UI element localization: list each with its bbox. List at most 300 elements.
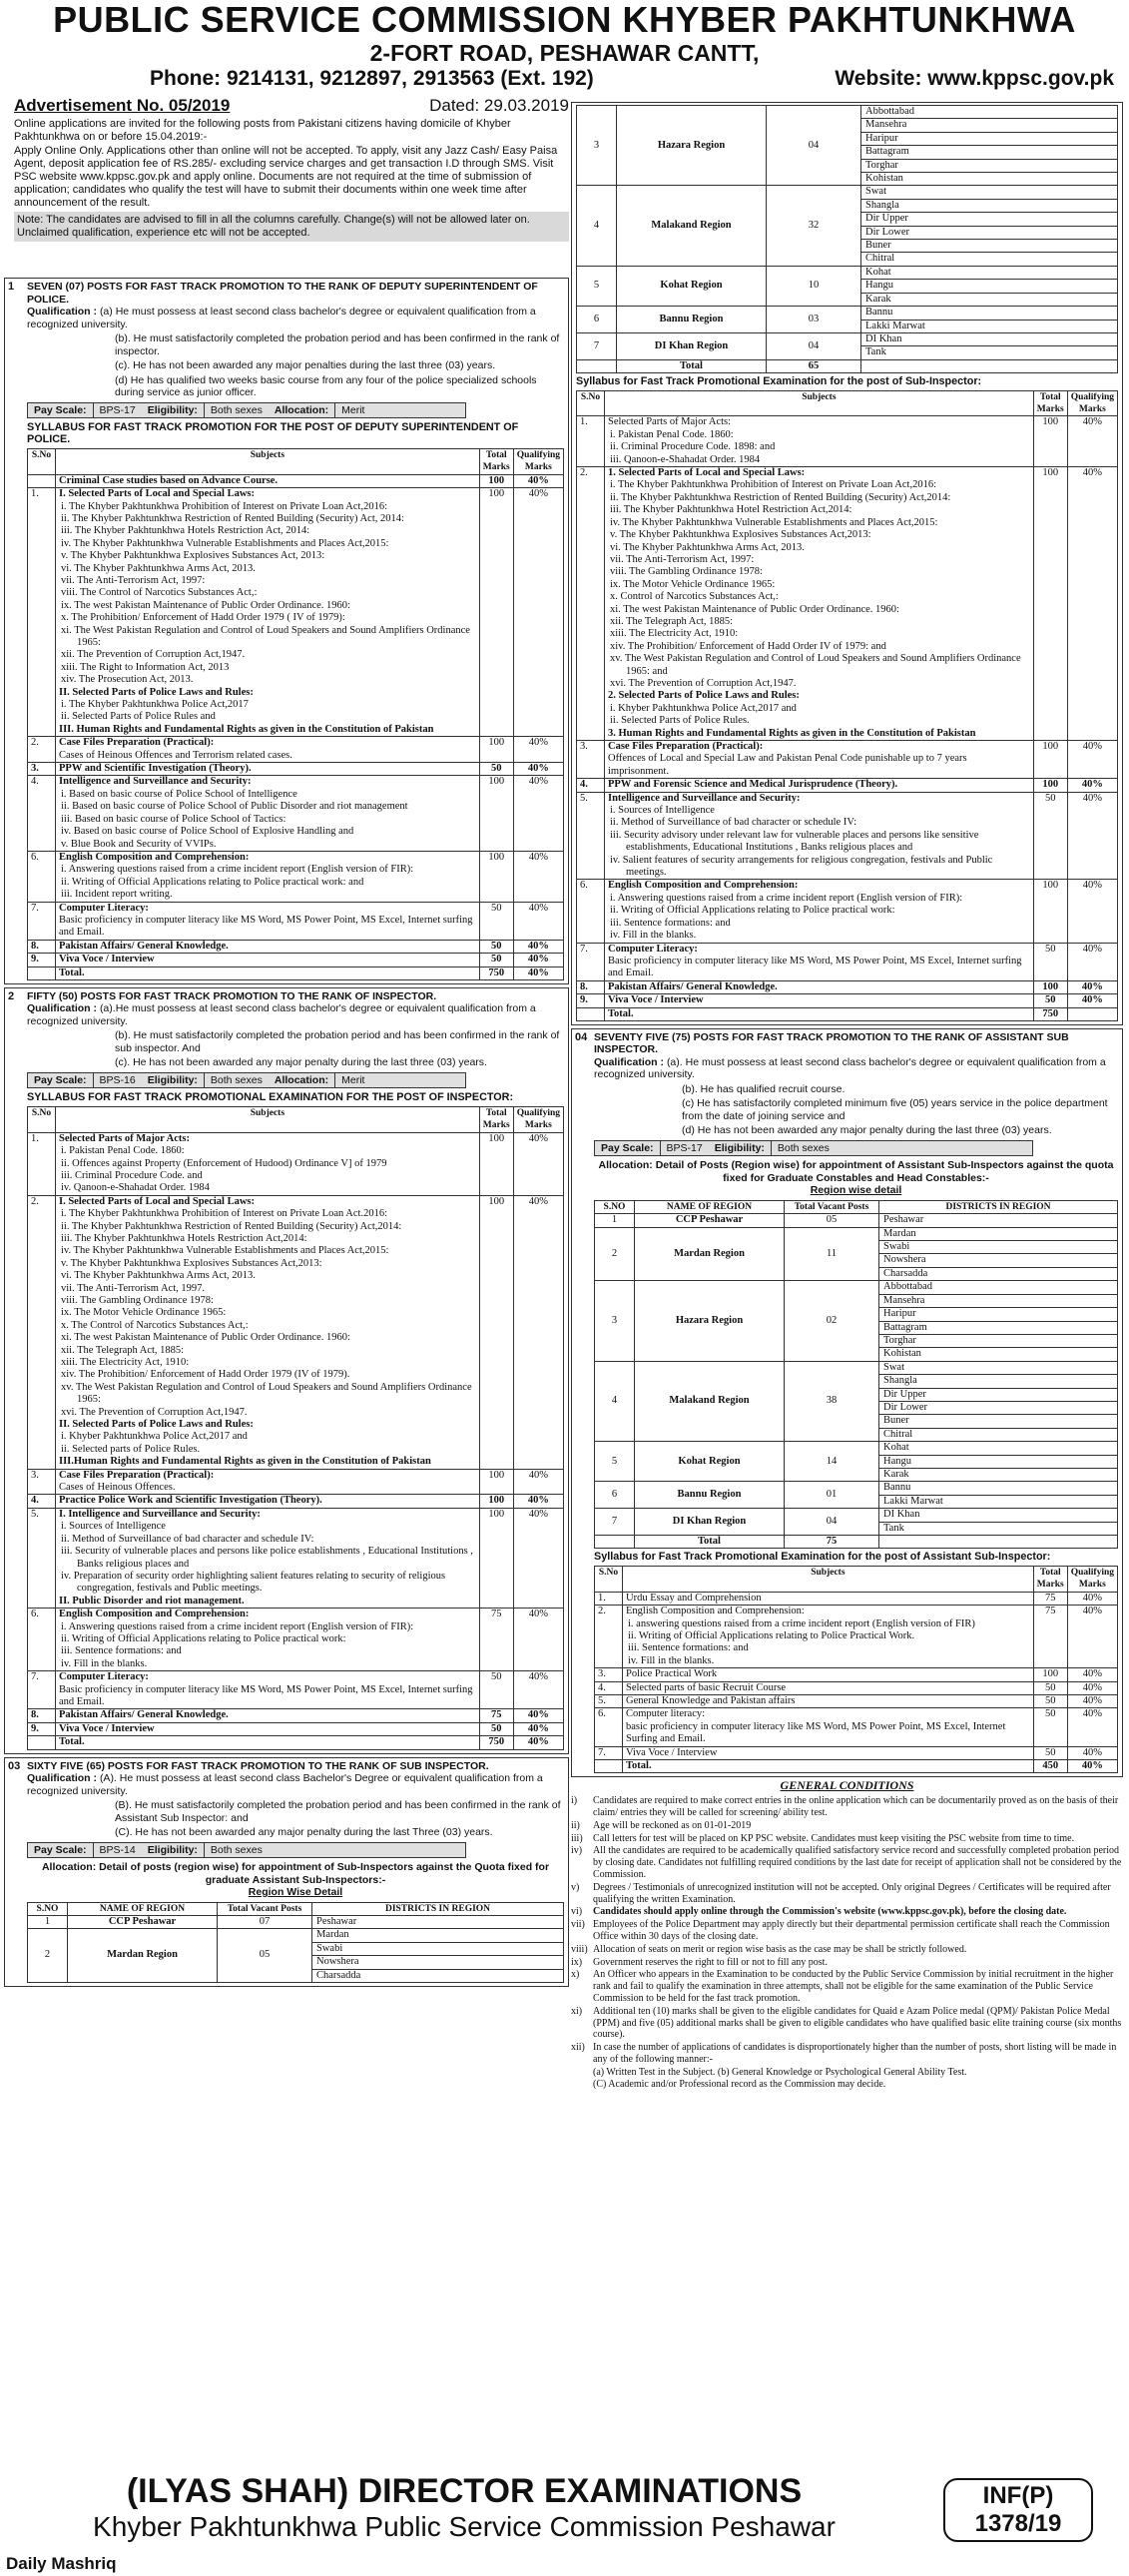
pay-label: Pay Scale: xyxy=(595,1141,661,1155)
cell: 100 xyxy=(1033,1668,1067,1681)
cell: Hazara Region xyxy=(617,106,767,186)
table-row xyxy=(28,488,564,737)
cell: Mardan xyxy=(312,1929,564,1942)
pay-scale-bar xyxy=(594,1140,1033,1156)
cell: Peshawar xyxy=(879,1214,1118,1227)
item-number: i) xyxy=(571,1795,578,1807)
cell: 100 xyxy=(479,474,513,487)
subject-list xyxy=(608,467,1030,740)
list-item: iii. Based on basic course of Police School of Tactics: xyxy=(61,813,286,825)
cell: Battagram xyxy=(861,146,1118,159)
subject-title: Computer literacy: xyxy=(626,1708,706,1720)
subject-title: English Composition and Comprehension: xyxy=(59,1609,250,1620)
cell: 40% xyxy=(513,1609,563,1671)
item-text: Allocation of seats on merit or region wise basis as the case may be shall be strictly followed. xyxy=(593,1943,967,1955)
eligibility-label: Eligibility: xyxy=(142,1843,205,1857)
cell: 40% xyxy=(513,1508,563,1608)
list-item: i. Answering questions raised from a crime incident report (English version of FIR): xyxy=(61,1620,414,1632)
cell: DI Khan Region xyxy=(617,332,767,359)
section-inspector xyxy=(4,987,569,1754)
cell: Mardan xyxy=(879,1227,1118,1240)
cell: Haripur xyxy=(879,1308,1118,1321)
cell: 40% xyxy=(513,488,563,737)
cell: Hazara Region xyxy=(635,1281,785,1361)
cell: Malakand Region xyxy=(617,186,767,266)
list-item: iv. Qanoon-e-Shahadat Order. 1984 xyxy=(61,1182,210,1194)
item-number: vi) xyxy=(571,1906,583,1918)
list-item: i. Based on basic course of Police School of Intelligence xyxy=(61,788,297,800)
cell: Total. xyxy=(56,966,480,979)
cell: 2. xyxy=(577,467,605,741)
table-row xyxy=(595,1694,1118,1707)
table-row xyxy=(595,1214,1118,1227)
pay-label: Pay Scale: xyxy=(28,1073,94,1087)
cell: 2 xyxy=(595,1227,635,1281)
item-text: An Officer who appears in the Examination to be conducted by the Public Service Commission by initial recruitment in the higher rank and fail to qualify the examination in three attempts, shall not be eligible for the same examination of the Public Service Commission to be held for the fast track promotion. xyxy=(593,1969,1114,2004)
cell: Pakistan Affairs/ General Knowledge. xyxy=(56,940,480,953)
section-sub-inspector-continued xyxy=(571,102,1123,1025)
item-number: xii) xyxy=(571,2042,585,2054)
cell: 8. xyxy=(28,1709,56,1722)
subject-title: English Composition and Comprehension: xyxy=(59,851,250,863)
item-number: iv) xyxy=(571,1845,583,1857)
section-heading: SIXTY FIVE (65) POSTS FOR FAST TRACK PROMOTION TO THE RANK OF SUB INSPECTOR. xyxy=(27,1759,489,1772)
cell: 7. xyxy=(577,943,605,980)
list-item: ix. The west Pakistan Maintenance of Public Order Ordinance. 1960: xyxy=(61,599,350,611)
general-conditions xyxy=(571,1780,1123,2090)
cell: 100 xyxy=(1033,980,1067,993)
section-number: 1 xyxy=(8,281,15,293)
cell: Swabi xyxy=(312,1942,564,1955)
list-item: iv. Salient features of security arrangements for religious congregation, festivals and Public meetings. xyxy=(610,854,993,879)
list-item: iv. Based on basic course of Police School of Explosive Handling and xyxy=(61,826,354,838)
cell: 05 xyxy=(218,1929,312,1983)
cell: 40% xyxy=(513,1736,563,1749)
cell: 3. xyxy=(28,763,56,776)
table-row xyxy=(28,1915,564,1928)
list-item: x. The Control of Narcotics Substances Act,: xyxy=(61,1319,249,1331)
cell: 2. xyxy=(595,1606,623,1668)
cell: 7. xyxy=(595,1746,623,1759)
item-number: ii) xyxy=(571,1819,580,1831)
cell: 6 xyxy=(577,307,617,333)
table-row xyxy=(577,359,1118,372)
cell: Bannu Region xyxy=(635,1482,785,1509)
list-item: vi. The Khyber Pakhtunkhwa Arms Act, 2013. xyxy=(61,562,256,574)
subject-title: 3. Human Rights and Fundamental Rights as given in the Constitution of Pakistan xyxy=(608,727,976,739)
cell: 40% xyxy=(1067,792,1117,880)
cell: Total xyxy=(635,1536,785,1549)
list-item: ii. Based on basic course of Police School of Public Disorder and riot management xyxy=(61,801,408,813)
section-number: 04 xyxy=(575,1030,588,1043)
list-item: ix. The Motor Vehicle Ordinance 1965: xyxy=(610,578,776,590)
eligibility-value: Both sexes xyxy=(777,1141,830,1154)
list-item: i. Khyber Pakhtunkhwa Police Act,2017 and xyxy=(61,1431,248,1443)
table-row xyxy=(595,1606,1118,1668)
list-item: xiv. The Prohibition/ Enforcement of Hadd Order 1979 (IV of 1979). xyxy=(61,1369,350,1381)
list-item: i. The Khyber Pakhtunkhwa Prohibition of Interest on Private Loan Act.2016: xyxy=(61,1208,388,1220)
subject-title: Case Files Preparation (Practical): xyxy=(59,1469,215,1481)
header xyxy=(0,0,1129,95)
list-item: vii. The Anti-Terrorism Act, 1997: xyxy=(61,574,206,586)
cell: 5. xyxy=(28,1508,56,1608)
table-row xyxy=(28,940,564,953)
organization-name: Khyber Pakhtunkhwa Public Service Commission Peshawar xyxy=(93,2511,836,2542)
cell: 40% xyxy=(513,966,563,979)
table-row xyxy=(595,1681,1118,1694)
qual-item: (b). He has qualified recruit course. xyxy=(682,1082,846,1095)
cell xyxy=(28,1736,56,1749)
list-item: ii. Offences against Property (Enforcement of Hudood) Ordinance V] of 1979 xyxy=(61,1157,387,1169)
cell: Total. xyxy=(605,1007,1034,1020)
cell: 40% xyxy=(1067,1668,1117,1681)
item-text: Age will be reckoned as on 01-01-2019 xyxy=(593,1819,752,1831)
cell: Buner xyxy=(861,240,1118,253)
qual-label: Qualification : xyxy=(27,1772,98,1785)
cell: 100 xyxy=(479,1508,513,1608)
cell: 100 xyxy=(1033,779,1067,792)
list-item: iv. The Khyber Pakhtunkhwa Vulnerable Establishments and Places Act,2015: xyxy=(61,1245,389,1257)
col-header: Total Vacant Posts xyxy=(785,1200,879,1213)
region-table xyxy=(27,1902,564,1983)
cell xyxy=(28,966,56,979)
cell: Viva Voce / Interview xyxy=(56,1722,480,1735)
cell: Basic proficiency in computer literacy like MS Word, MS Power Point, MS Excel, Internet surfing and Email. xyxy=(608,955,1022,979)
col-header: Subjects xyxy=(56,1106,480,1132)
list-item: ii. Method of Surveillance of bad character or schedule IV: xyxy=(610,817,857,829)
subject-list xyxy=(59,1196,476,1469)
cell: Offences of Local and Special Law and Pakistan Penal Code punishable up to 7 years imprisonment. xyxy=(608,753,967,777)
list-item xyxy=(571,1833,1123,1845)
subject-list xyxy=(59,1133,476,1195)
cell: 14 xyxy=(785,1442,879,1482)
table-row xyxy=(577,307,1118,320)
cell: 50 xyxy=(1033,1694,1067,1707)
cell: Nowshera xyxy=(879,1254,1118,1267)
cell: Chitral xyxy=(861,253,1118,266)
cell: 4 xyxy=(577,186,617,266)
section-dsp xyxy=(4,278,569,984)
table-row xyxy=(595,1592,1118,1605)
cell: 50 xyxy=(479,763,513,776)
qual-item: (d) He has not been awarded any major penalty during the last three (03) years. xyxy=(682,1124,1052,1137)
cell: 100 xyxy=(479,851,513,902)
table-row xyxy=(28,1671,564,1709)
list-item: v. The Khyber Pakhtunkhwa Explosives Substances Act,2013: xyxy=(610,529,871,541)
newspaper-name: Daily Mashriq xyxy=(6,2554,117,2573)
cell: General Knowledge and Pakistan affairs xyxy=(623,1694,1034,1707)
table-row xyxy=(28,737,564,763)
syllabus-table xyxy=(576,390,1118,1021)
cell: 40% xyxy=(1067,467,1117,741)
subject-title: I. Selected Parts of Local and Special Laws: xyxy=(59,1195,255,1207)
cell: 2. xyxy=(28,737,56,763)
pay-label: Pay Scale: xyxy=(28,1843,94,1857)
list-item: ii. Writing of Official Applications relating to Police practical work: xyxy=(610,905,895,917)
subject-list xyxy=(59,852,476,902)
list-item: i. The Khyber Pakhtunkhwa Police Act,2017 xyxy=(61,699,249,711)
list-item: i. Sources of Intelligence xyxy=(61,1521,166,1533)
cell: 100 xyxy=(1033,467,1067,741)
qual-item: (a) He must possess at least second class bachelor's degree or equivalent qualification from a recognized university. xyxy=(27,306,536,330)
cell: 3. xyxy=(595,1668,623,1681)
table-row xyxy=(577,994,1118,1007)
cell: DI Khan Region xyxy=(635,1509,785,1536)
col-header: Qualifying Marks xyxy=(513,448,563,474)
table-row xyxy=(577,1007,1118,1020)
col-header: Subjects xyxy=(605,390,1034,416)
section-asi xyxy=(571,1028,1123,1777)
cell: 100 xyxy=(479,776,513,851)
table-row xyxy=(595,1442,1118,1455)
syllabus-table xyxy=(27,448,564,980)
cell: Hangu xyxy=(879,1455,1118,1468)
cell xyxy=(28,474,56,487)
allocation-value: Merit xyxy=(341,403,365,416)
cell: 40% xyxy=(513,1709,563,1722)
sub-item: (C) Academic and/or Professional record as the Commission may decide. xyxy=(593,2078,886,2090)
col-header: Qualifying Marks xyxy=(513,1106,563,1132)
inf-number: 1378/19 xyxy=(974,2510,1062,2537)
cell: Mansehra xyxy=(861,119,1118,132)
list-item: xvi. The Prevention of Corruption Act,1947. xyxy=(61,1406,248,1418)
subject-title: Computer Literacy: xyxy=(59,902,149,914)
cell: Bannu xyxy=(879,1482,1118,1495)
cell: 40% xyxy=(1067,943,1117,980)
table-row xyxy=(28,902,564,940)
cell: 3 xyxy=(577,106,617,186)
item-text: All the candidates are required to be academically qualified satisfactory service record and successfully completed probation period by closing date. Candidates not fulfilling required conditions by the last date for receipt of application shall not be considered by the Commission. xyxy=(593,1845,1122,1880)
item-text: Candidates are required to make correct entries in the online application which can be documentarily proved as on the basis of their claim/ entries they will be called for screening/ ability test. xyxy=(593,1795,1119,1818)
cell: basic proficiency in computer literacy like MS Word, MS Power Point, MS Excel, Internet Surfing and Email. xyxy=(626,1720,1006,1745)
cell: Shangla xyxy=(879,1375,1118,1388)
table-row xyxy=(28,851,564,902)
cell: 4. xyxy=(28,1495,56,1508)
list-item: ii. Writing of Official Applications relating to Police practical work: xyxy=(61,1632,346,1644)
cell: Lakki Marwat xyxy=(861,320,1118,332)
cell: 6. xyxy=(28,851,56,902)
cell: 5 xyxy=(577,266,617,306)
item-number: ix) xyxy=(571,1956,583,1968)
list-item: v. The Khyber Pakhtunkhwa Explosives Substances Act, 2013: xyxy=(61,550,325,562)
list-item: viii. The Gambling Ordinance 1978: xyxy=(610,566,763,578)
allocation-label: Allocation: xyxy=(269,1073,335,1087)
table-row xyxy=(595,1536,1118,1549)
cell: Kohat xyxy=(879,1442,1118,1455)
cell: 03 xyxy=(767,307,861,333)
section-heading: FIFTY (50) POSTS FOR FAST TRACK PROMOTION TO THE RANK OF INSPECTOR. xyxy=(27,989,437,1002)
cell: Total. xyxy=(623,1760,1034,1773)
cell: 100 xyxy=(479,1495,513,1508)
cell: 50 xyxy=(479,954,513,966)
cell: 7. xyxy=(28,1671,56,1709)
col-header: S.NO xyxy=(595,1200,635,1213)
col-header: Total Vacant Posts xyxy=(218,1902,312,1915)
cell: Tank xyxy=(861,346,1118,359)
eligibility-value: Both sexes xyxy=(210,403,263,416)
cell: 40% xyxy=(1067,1746,1117,1759)
footer xyxy=(0,2470,1129,2576)
cell: 40% xyxy=(1067,741,1117,779)
cell: 450 xyxy=(1033,1760,1067,1773)
right-column xyxy=(571,102,1123,2090)
cell: 1. xyxy=(28,1132,56,1195)
qual-label: Qualification : xyxy=(27,306,98,318)
cell: 40% xyxy=(513,763,563,776)
qual-item: (B). He must satisfactorily completed the probation period and has been confirmed in the rank of Assistant Sub Inspector: and xyxy=(115,1799,561,1824)
qualification xyxy=(27,306,564,399)
cell: 05 xyxy=(785,1214,879,1227)
col-header: Subjects xyxy=(623,1566,1034,1592)
table-row xyxy=(577,467,1118,741)
list-item: iii. Sentence formations: and xyxy=(610,917,731,929)
list-item xyxy=(571,1919,1123,1943)
cell xyxy=(595,1760,623,1773)
cell: Viva Voce / Interview xyxy=(56,954,480,966)
cell: 40% xyxy=(513,1671,563,1709)
table-row xyxy=(577,943,1118,980)
cell: 100 xyxy=(1033,416,1067,467)
list-item: iv. Fill in the blanks. xyxy=(610,930,697,942)
subject-title: Case Files Preparation (Practical): xyxy=(59,737,215,749)
qual-item: (b). He must satisfactorily completed the probation period and has been confirmed in the rank of sub inspector. And xyxy=(115,1029,560,1054)
list-item: xiii. The Electricity Act, 1910: xyxy=(61,1357,190,1368)
ad-intro: Online applications are invited for the following posts from Pakistani citizens having domicile of Khyber Pakhtunkhwa on or before 15.04.2019:- xyxy=(14,118,511,143)
item-text: Degrees / Testimonials of unrecognized institution will not be accepted. Only original Degrees / Certificates will be required after qualifying the written Examination. xyxy=(593,1881,1111,1905)
cell: 40% xyxy=(513,474,563,487)
qual-item: (C). He has not been awarded any major penalty during the last Three (03) years. xyxy=(115,1826,493,1839)
pay-value: BPS-14 xyxy=(99,1843,136,1856)
cell: Kohat Region xyxy=(617,266,767,306)
cell: PPW and Scientific Investigation (Theory). xyxy=(56,763,480,776)
col-header: NAME OF REGION xyxy=(635,1200,785,1213)
col-header: Subjects xyxy=(56,448,480,474)
cell: 40% xyxy=(1067,779,1117,792)
cell: 40% xyxy=(1067,880,1117,943)
subject-title: 1. Selected Parts of Local and Special Laws: xyxy=(608,467,806,479)
subject-title: III. Human Rights and Fundamental Rights as given in the Constitution of Pakistan xyxy=(59,723,434,735)
item-number: v) xyxy=(571,1881,580,1893)
list-item: ii. The Khyber Pakhtunkhwa Restriction of Rented Building (Security) Act,2014: xyxy=(610,491,951,503)
pay-scale-bar xyxy=(27,1842,466,1858)
cell: CCP Peshawar xyxy=(68,1915,218,1928)
list-item: xii. The Telegraph Act, 1885: xyxy=(61,1344,185,1356)
item-number: vii) xyxy=(571,1919,585,1931)
cell: Abbottabad xyxy=(879,1281,1118,1294)
list-item: iii. Security of vulnerable places and persons like police establishments , Educational Institutions , Banks religious places and xyxy=(61,1546,473,1570)
cell: 5. xyxy=(577,792,605,880)
cell: Kohat Region xyxy=(635,1442,785,1482)
qual-item: (c). He has not been awarded any major penalty during the last three (03) years. xyxy=(115,1056,487,1069)
cell: 10 xyxy=(767,266,861,306)
list-item xyxy=(571,1795,1123,1819)
list-item: iii. Criminal Procedure Code. and xyxy=(61,1169,203,1181)
list-item: i. Answering questions raised from a crime incident report (English version of FIR): xyxy=(61,864,414,876)
table-row xyxy=(595,1227,1118,1240)
list-item: xv. The West Pakistan Regulation and Control of Loud Speakers and Sound Amplifiers Ordinance 1965: xyxy=(61,1381,472,1406)
cell: Dir Lower xyxy=(861,226,1118,239)
list-item: xi. The West Pakistan Regulation and Control of Loud Speakers and Sound Amplifiers Ordinance 1965: xyxy=(61,624,470,648)
pay-value: BPS-16 xyxy=(99,1073,136,1086)
cell: Shangla xyxy=(861,199,1118,212)
cell: Battagram xyxy=(879,1321,1118,1334)
cell: Peshawar xyxy=(312,1915,564,1928)
cell: 02 xyxy=(785,1281,879,1361)
subject-list xyxy=(59,776,476,850)
syllabus-table xyxy=(594,1566,1118,1774)
list-item: x. The Prohibition/ Enforcement of Hadd Order 1979 ( IV of 1979): xyxy=(61,612,345,624)
subject-title: Intelligence and Surveillance and Security: xyxy=(59,776,252,788)
cell: 100 xyxy=(1033,741,1067,779)
syllabus-heading: SYLLABUS FOR FAST TRACK PROMOTIONAL EXAMINATION FOR THE POST OF INSPECTOR: xyxy=(27,1091,514,1104)
cell: 3. xyxy=(28,1469,56,1495)
pay-value: BPS-17 xyxy=(666,1141,703,1154)
section-number: 03 xyxy=(8,1759,21,1772)
cell: Mardan Region xyxy=(68,1929,218,1983)
section-sub-inspector xyxy=(4,1757,569,1987)
cell: Practice Police Work and Scientific Investigation (Theory). xyxy=(56,1495,480,1508)
item-text: Government reserves the right to fill or not to fill any post. xyxy=(593,1956,828,1968)
cell: PPW and Forensic Science and Medical Jurisprudence (Theory). xyxy=(605,779,1034,792)
cell: 04 xyxy=(767,332,861,359)
list-item: iii. The Khyber Pakhtunkhwa Hotels Restriction Act, 2014: xyxy=(61,525,310,537)
cell: 2. xyxy=(28,1195,56,1469)
subject-list xyxy=(626,1606,1030,1667)
list-item: iii. Sentence formations: and xyxy=(628,1642,749,1654)
cell: 50 xyxy=(1033,943,1067,980)
col-header: DISTRICTS IN REGION xyxy=(879,1200,1118,1213)
cell: 40% xyxy=(513,1495,563,1508)
cell: Dir Upper xyxy=(861,213,1118,226)
cell: 6. xyxy=(595,1708,623,1746)
phone: Phone: 9214131, 9212897, 2913563 (Ext. 192) xyxy=(150,67,594,90)
list-item: viii. The Control of Narcotics Substances Act,: xyxy=(61,587,258,599)
cell: 75 xyxy=(479,1709,513,1722)
subject-title: III.Human Rights and Fundamental Rights as given in the Constitution of Pakistan xyxy=(59,1456,431,1468)
ad-number: Advertisement No. 05/2019 xyxy=(14,96,231,115)
table-row xyxy=(28,1609,564,1671)
section-heading: SEVENTY FIVE (75) POSTS FOR FAST TRACK PROMOTION TO THE RANK OF ASSISTANT SUB INSPECTOR. xyxy=(594,1030,1069,1056)
cell: 9. xyxy=(28,1722,56,1735)
cell: 9. xyxy=(28,954,56,966)
cell: Hangu xyxy=(861,280,1118,293)
cell: 50 xyxy=(1033,994,1067,1007)
col-header: S.No xyxy=(577,390,605,416)
cell: 3 xyxy=(595,1281,635,1361)
cell: 4. xyxy=(577,779,605,792)
subject-list xyxy=(59,488,476,736)
allocation-text: Allocation: Detail of posts (region wise) for appointment of Sub-Inspectors against the Quota fixed for graduate Assistant Sub-Inspectors:- xyxy=(41,1861,550,1886)
table-row xyxy=(595,1509,1118,1522)
list-item: iv. The Khyber Pakhtunkhwa Vulnerable Establishments and Places Act,2015: xyxy=(61,537,389,549)
inf-badge xyxy=(943,2478,1093,2542)
qualification xyxy=(594,1056,1118,1137)
website[interactable]: Website: www.kppsc.gov.pk xyxy=(835,67,1114,90)
allocation-subtitle: Region Wise Detail xyxy=(248,1886,343,1898)
cell: Abbottabad xyxy=(861,106,1118,119)
list-item: vii. The Anti-Terrorism Act, 1997: xyxy=(610,553,755,565)
pay-scale-bar xyxy=(27,402,466,418)
table-row xyxy=(577,186,1118,199)
cell: 75 xyxy=(785,1536,879,1549)
advertisement-intro xyxy=(14,95,569,244)
list-item: xi. The west Pakistan Maintenance of Public Order Ordinance. 1960: xyxy=(61,1332,350,1344)
item-text: Employees of the Police Department may apply directly but their departmental permission certificate shall reach the Commission Office within 30 days of the closing date. xyxy=(593,1919,1110,1942)
subject-title: II. Selected Parts of Police Laws and Rules: xyxy=(59,686,254,698)
cell: 8. xyxy=(577,980,605,993)
cell: 4 xyxy=(595,1361,635,1441)
cell: Torghar xyxy=(861,159,1118,172)
